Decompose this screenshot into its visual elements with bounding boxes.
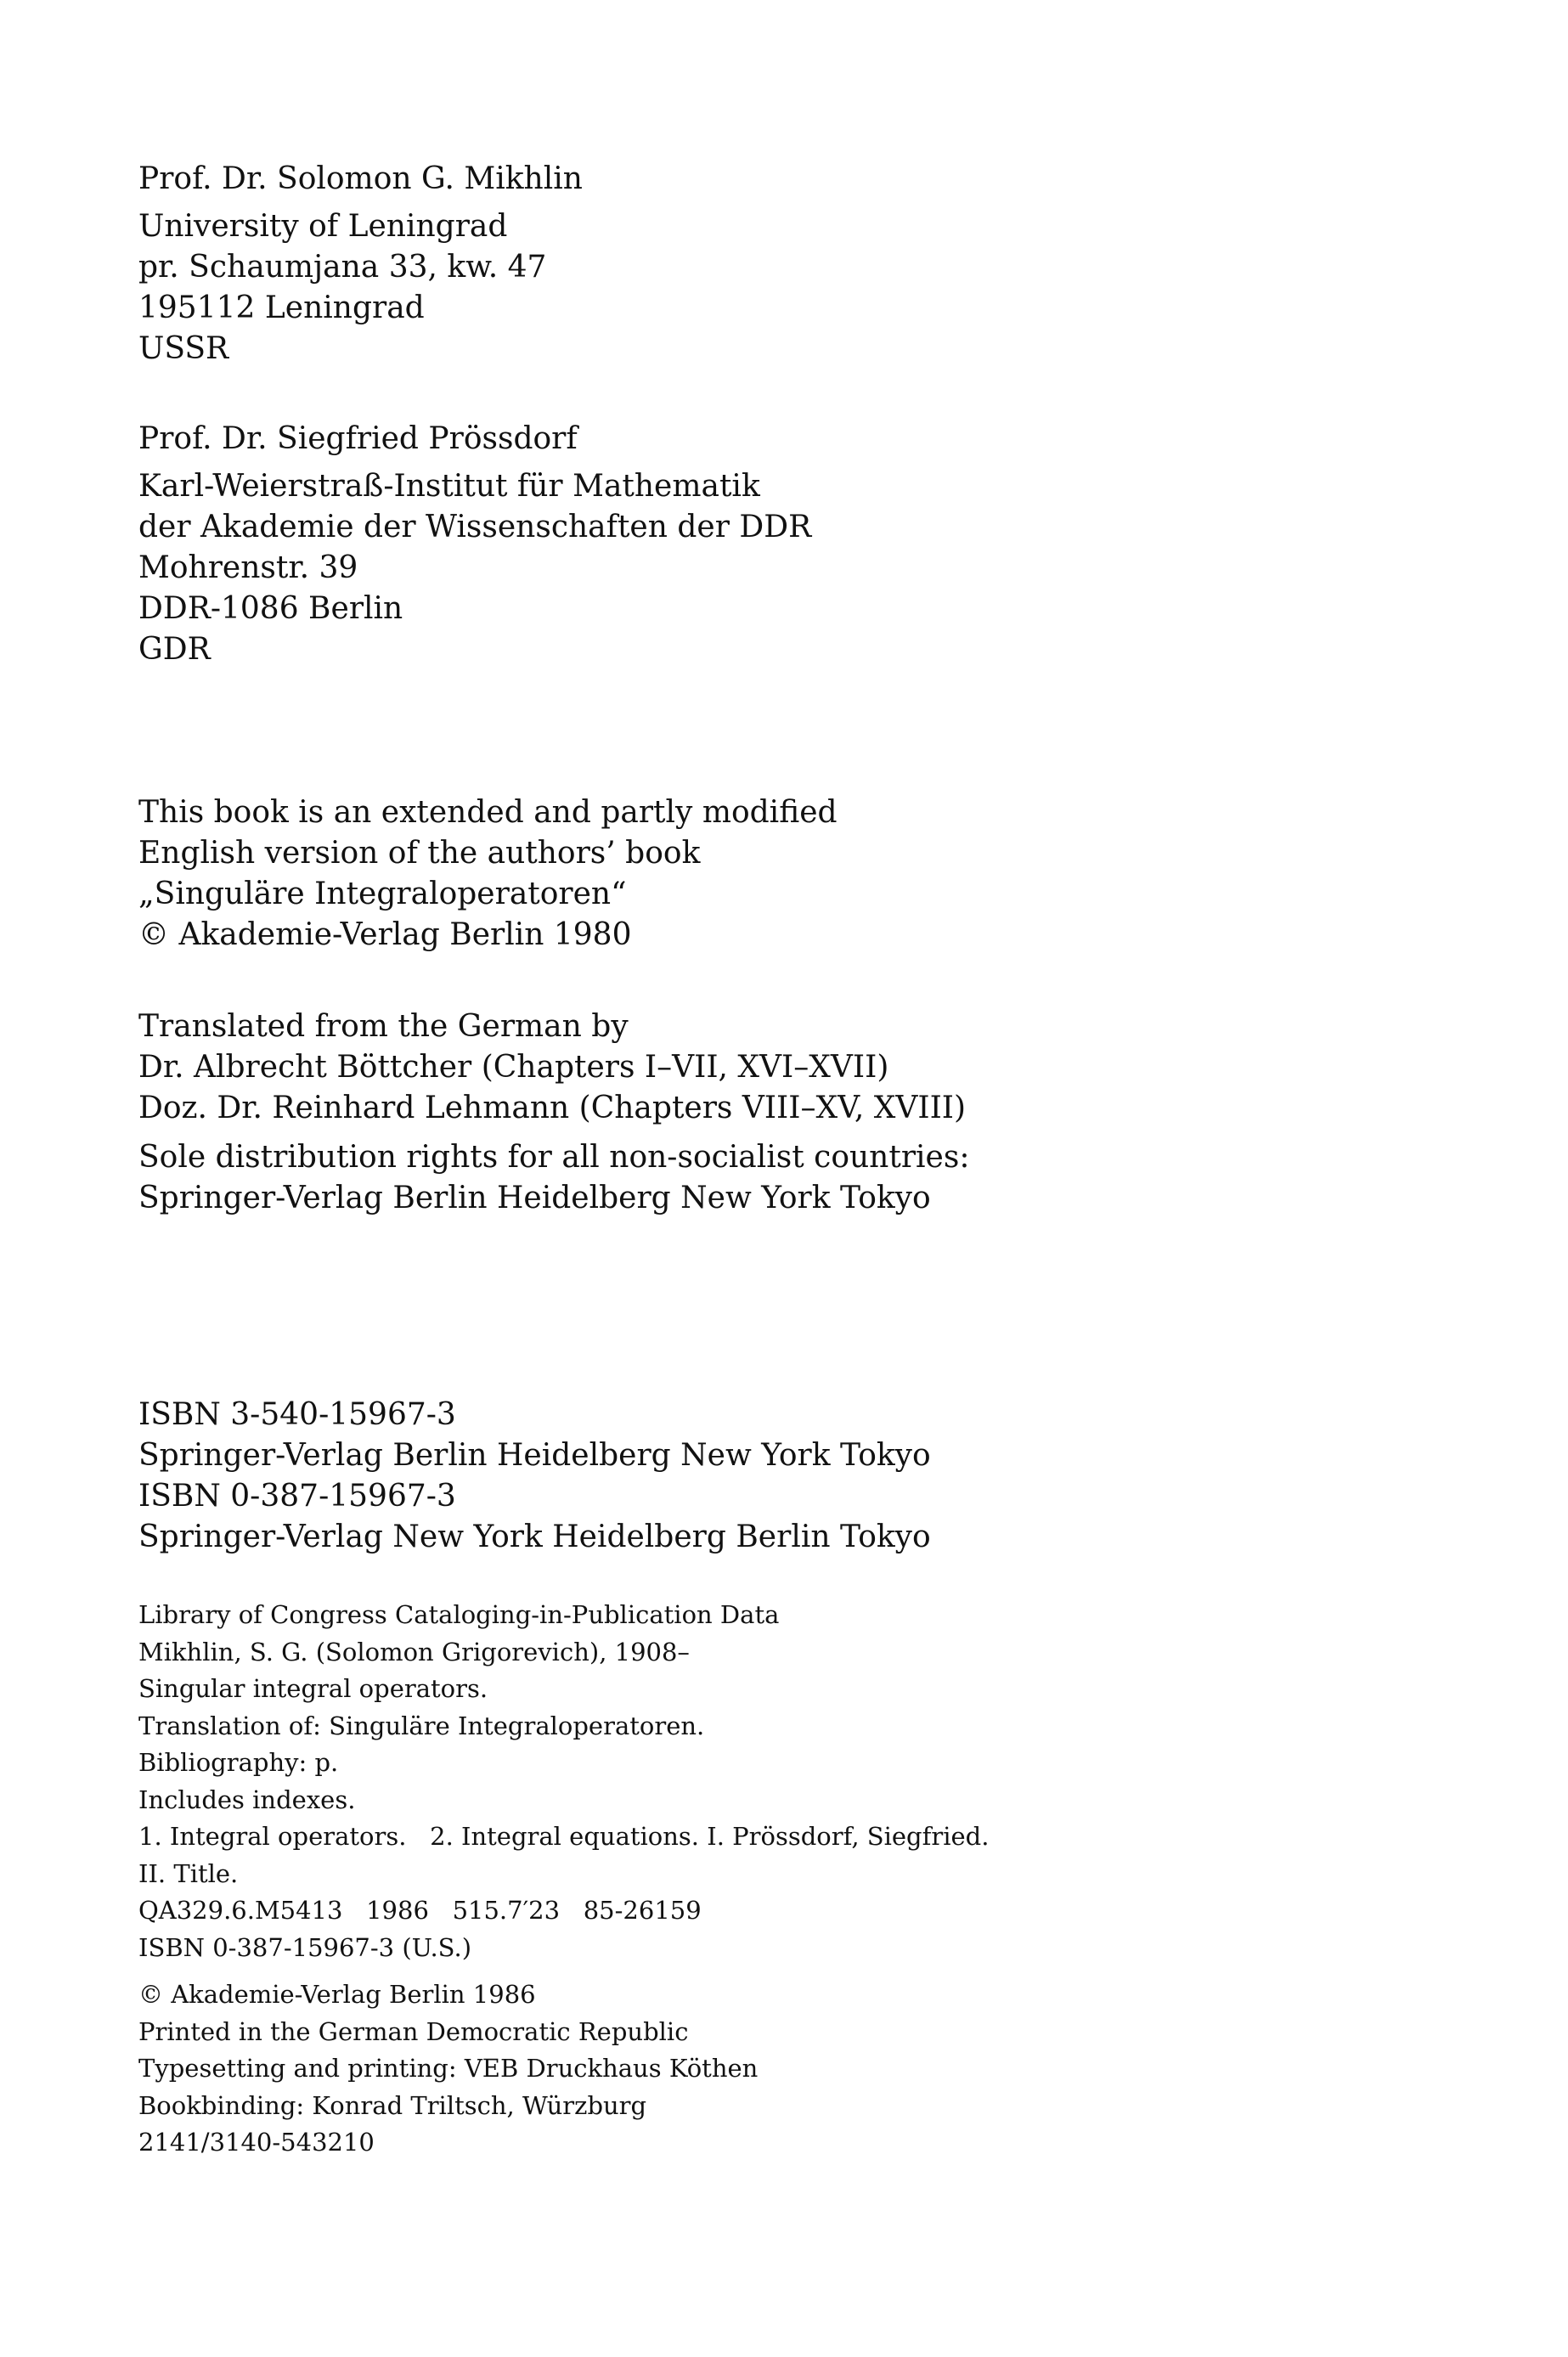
imprint-copyright: © Akademie-Verlag Berlin 1986: [138, 1980, 536, 2009]
edition-note: [138, 792, 838, 956]
cip-line: Translation of: Singuläre Integraloperatoren.: [138, 1711, 705, 1740]
edition-note-line: English version of the authors’ book: [138, 836, 701, 871]
cip-line: ISBN 0-387-15967-3 (U.S.): [138, 1932, 472, 1962]
isbn-1: ISBN 3-540-15967-3: [138, 1397, 456, 1432]
translation-heading: Translated from the German by: [138, 1009, 629, 1044]
author2-address: [138, 419, 811, 670]
edition-note-original-title: „Singuläre Integraloperatoren“: [138, 877, 627, 911]
imprint: [138, 1976, 758, 2162]
isbn-2-publisher: Springer-Verlag New York Heidelberg Berlin Tokyo: [138, 1520, 931, 1554]
translator-1: Dr. Albrecht Böttcher (Chapters I–VII, XVI–XVII): [138, 1050, 889, 1085]
cip-line: Singular integral operators.: [138, 1674, 488, 1703]
edition-note-copyright: © Akademie-Verlag Berlin 1980: [138, 917, 632, 952]
distribution-line: Sole distribution rights for all non-socialist countries:: [138, 1140, 970, 1175]
author1-city: 195112 Leningrad: [138, 290, 425, 325]
isbn-block: [138, 1395, 931, 1558]
author2-street: Mohrenstr. 39: [138, 550, 358, 585]
isbn-1-publisher: Springer-Verlag Berlin Heidelberg New York Tokyo: [138, 1438, 931, 1473]
author2-name: Prof. Dr. Siegfried Prössdorf: [138, 421, 578, 456]
author1-street: pr. Schaumjana 33, kw. 47: [138, 250, 547, 285]
author2-country: GDR: [138, 632, 211, 667]
edition-note-line: This book is an extended and partly modified: [138, 795, 838, 830]
cip-line: Bibliography: p.: [138, 1748, 339, 1777]
author1-name: Prof. Dr. Solomon G. Mikhlin: [138, 161, 583, 196]
author2-city: DDR-1086 Berlin: [138, 591, 403, 626]
imprint-code: 2141/3140-543210: [138, 2128, 375, 2157]
author2-institution: Karl-Weierstraß-Institut für Mathematik: [138, 469, 760, 504]
translator-2: Doz. Dr. Reinhard Lehmann (Chapters VIII–XV, XVIII): [138, 1091, 967, 1125]
cip-line: Includes indexes.: [138, 1785, 356, 1814]
translation-credits: [138, 1007, 966, 1129]
imprint-line: Printed in the German Democratic Republic: [138, 2016, 689, 2046]
imprint-line: Bookbinding: Konrad Triltsch, Würzburg: [138, 2090, 647, 2120]
distribution-publisher: Springer-Verlag Berlin Heidelberg New York Tokyo: [138, 1181, 931, 1215]
cip-data: [138, 1597, 989, 1966]
author1-address: [138, 159, 583, 369]
cip-heading: Library of Congress Cataloging-in-Publication Data: [138, 1600, 780, 1629]
cip-line: QA329.6.M5413 1986 515.7′23 85-26159: [138, 1896, 702, 1925]
author2-academy: der Akademie der Wissenschaften der DDR: [138, 510, 812, 544]
author1-country: USSR: [138, 331, 229, 366]
distribution-rights: [138, 1137, 969, 1219]
cip-line: II. Title.: [138, 1858, 239, 1888]
author1-institution: University of Leningrad: [138, 209, 508, 244]
imprint-line: Typesetting and printing: VEB Druckhaus Köthen: [138, 2054, 759, 2083]
isbn-2: ISBN 0-387-15967-3: [138, 1479, 456, 1514]
cip-line: 1. Integral operators. 2. Integral equations. I. Prössdorf, Siegfried.: [138, 1822, 990, 1851]
cip-line: Mikhlin, S. G. (Solomon Grigorevich), 1908–: [138, 1637, 690, 1666]
